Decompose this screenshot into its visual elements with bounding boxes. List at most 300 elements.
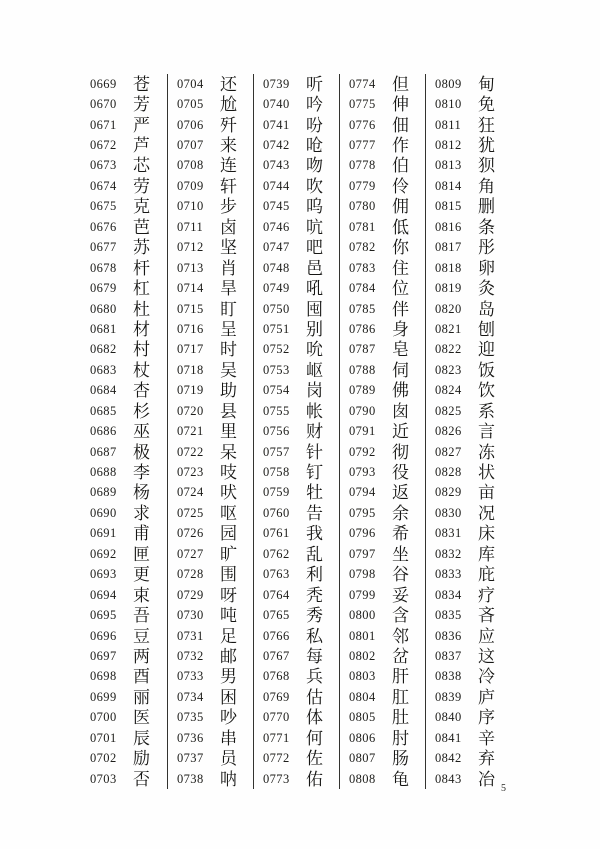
entry-code: 0689: [90, 485, 117, 500]
entry-code: 0726: [177, 526, 204, 541]
entry-code: 0783: [349, 260, 376, 275]
table-row: [81, 748, 167, 768]
table-row: [254, 135, 339, 155]
entry-code: 0807: [349, 751, 376, 766]
entry-code: 0805: [349, 710, 376, 725]
entry-code: 0683: [90, 362, 117, 377]
entry-code: 0724: [177, 485, 204, 500]
entry-character: 吨: [220, 606, 237, 626]
entry-character: 灸: [478, 279, 495, 299]
entry-code: 0813: [435, 158, 462, 173]
entry-code: 0782: [349, 240, 376, 255]
entry-character: 听: [306, 74, 323, 94]
entry-character: 匣: [133, 544, 150, 564]
entry-character: 励: [133, 749, 150, 769]
entry-character: 伺: [392, 360, 409, 380]
entry-code: 0768: [263, 669, 290, 684]
entry-code: 0760: [263, 505, 290, 520]
entry-code: 0842: [435, 751, 462, 766]
table-row: [254, 565, 339, 585]
entry-character: 来: [220, 136, 237, 156]
entry-character: 狈: [478, 156, 495, 176]
entry-character: 歼: [220, 115, 237, 135]
table-row: [168, 360, 253, 380]
entry-character: 体: [306, 708, 323, 728]
entry-character: 杖: [133, 360, 150, 380]
entry-character: 轩: [220, 176, 237, 196]
entry-character: 肛: [392, 687, 409, 707]
entry-code: 0701: [90, 730, 117, 745]
entry-code: 0758: [263, 465, 290, 480]
table-row: [340, 687, 425, 707]
table-column: [339, 74, 425, 789]
entry-character: 这: [478, 646, 495, 666]
entry-code: 0789: [349, 383, 376, 398]
entry-code: 0704: [177, 76, 204, 91]
entry-character: 冶: [478, 769, 495, 789]
entry-code: 0705: [177, 97, 204, 112]
entry-code: 0747: [263, 240, 290, 255]
entry-code: 0806: [349, 730, 376, 745]
table-row: [168, 278, 253, 298]
entry-code: 0832: [435, 546, 462, 561]
entry-character: 利: [306, 565, 323, 585]
table-row: [168, 544, 253, 564]
table-row: [254, 156, 339, 176]
entry-code: 0727: [177, 546, 204, 561]
entry-code: 0721: [177, 424, 204, 439]
entry-character: 呛: [306, 136, 323, 156]
entry-character: 呈: [220, 319, 237, 339]
table-row: [81, 94, 167, 114]
table-row: [426, 524, 511, 544]
entry-code: 0723: [177, 465, 204, 480]
table-row: [426, 217, 511, 237]
entry-code: 0774: [349, 76, 376, 91]
entry-character: 条: [478, 217, 495, 237]
table-row: [340, 94, 425, 114]
entry-character: 庐: [478, 687, 495, 707]
entry-character: 县: [220, 401, 237, 421]
entry-code: 0685: [90, 403, 117, 418]
entry-code: 0708: [177, 158, 204, 173]
table-row: [81, 544, 167, 564]
table-row: [254, 769, 339, 789]
entry-code: 0843: [435, 771, 462, 786]
table-row: [254, 667, 339, 687]
entry-code: 0709: [177, 178, 204, 193]
entry-code: 0672: [90, 138, 117, 153]
entry-character: 邮: [220, 646, 237, 666]
entry-code: 0804: [349, 689, 376, 704]
table-row: [254, 462, 339, 482]
entry-code: 0674: [90, 178, 117, 193]
entry-code: 0812: [435, 138, 462, 153]
entry-character: 呐: [220, 769, 237, 789]
table-row: [81, 340, 167, 360]
entry-code: 0673: [90, 158, 117, 173]
table-row: [340, 421, 425, 441]
entry-character: 芯: [133, 156, 150, 176]
entry-code: 0777: [349, 138, 376, 153]
entry-code: 0753: [263, 362, 290, 377]
entry-character: 吵: [220, 708, 237, 728]
table-column: [253, 74, 339, 789]
table-row: [340, 728, 425, 748]
entry-code: 0688: [90, 465, 117, 480]
entry-code: 0686: [90, 424, 117, 439]
entry-character: 迎: [478, 340, 495, 360]
entry-character: 极: [133, 442, 150, 462]
entry-code: 0736: [177, 730, 204, 745]
entry-code: 0776: [349, 117, 376, 132]
entry-code: 0669: [90, 76, 117, 91]
table-row: [426, 197, 511, 217]
entry-code: 0670: [90, 97, 117, 112]
entry-code: 0696: [90, 628, 117, 643]
entry-code: 0703: [90, 771, 117, 786]
entry-code: 0743: [263, 158, 290, 173]
entry-character: 吻: [306, 156, 323, 176]
entry-code: 0837: [435, 648, 462, 663]
entry-code: 0764: [263, 587, 290, 602]
entry-character: 库: [478, 544, 495, 564]
entry-code: 0775: [349, 97, 376, 112]
table-row: [254, 278, 339, 298]
table-row: [168, 421, 253, 441]
table-row: [426, 544, 511, 564]
entry-character: 吠: [220, 483, 237, 503]
entry-character: 佣: [392, 197, 409, 217]
entry-character: 岔: [392, 646, 409, 666]
table-row: [340, 299, 425, 319]
table-row: [254, 299, 339, 319]
entry-code: 0794: [349, 485, 376, 500]
entry-code: 0671: [90, 117, 117, 132]
entry-code: 0716: [177, 321, 204, 336]
table-row: [340, 258, 425, 278]
entry-code: 0731: [177, 628, 204, 643]
entry-code: 0692: [90, 546, 117, 561]
table-row: [340, 708, 425, 728]
entry-code: 0702: [90, 751, 117, 766]
entry-character: 园: [220, 524, 237, 544]
table-row: [254, 238, 339, 258]
entry-character: 谷: [392, 565, 409, 585]
entry-character: 亩: [478, 483, 495, 503]
table-row: [81, 115, 167, 135]
entry-code: 0737: [177, 751, 204, 766]
entry-code: 0739: [263, 76, 290, 91]
entry-code: 0700: [90, 710, 117, 725]
entry-character: 呕: [220, 503, 237, 523]
entry-character: 还: [220, 74, 237, 94]
table-row: [426, 319, 511, 339]
table-row: [340, 667, 425, 687]
table-row: [254, 544, 339, 564]
entry-code: 0823: [435, 362, 462, 377]
entry-character: 辛: [478, 728, 495, 748]
entry-code: 0691: [90, 526, 117, 541]
table-row: [340, 565, 425, 585]
table-row: [340, 319, 425, 339]
table-row: [254, 728, 339, 748]
entry-code: 0792: [349, 444, 376, 459]
entry-character: 饮: [478, 381, 495, 401]
entry-character: 串: [220, 728, 237, 748]
entry-character: 呀: [220, 585, 237, 605]
entry-character: 妥: [392, 585, 409, 605]
table-row: [340, 217, 425, 237]
entry-code: 0801: [349, 628, 376, 643]
entry-character: 吩: [306, 115, 323, 135]
entry-code: 0744: [263, 178, 290, 193]
entry-character: 杆: [133, 258, 150, 278]
table-row: [340, 462, 425, 482]
table-row: [254, 708, 339, 728]
table-row: [426, 156, 511, 176]
entry-character: 呆: [220, 442, 237, 462]
entry-code: 0711: [177, 219, 204, 234]
entry-code: 0714: [177, 281, 204, 296]
entry-character: 乱: [306, 544, 323, 564]
entry-code: 0741: [263, 117, 290, 132]
entry-code: 0785: [349, 301, 376, 316]
entry-character: 钉: [306, 463, 323, 483]
entry-character: 坐: [392, 544, 409, 564]
entry-code: 0762: [263, 546, 290, 561]
entry-character: 龟: [392, 769, 409, 789]
table-row: [340, 769, 425, 789]
table-row: [81, 360, 167, 380]
entry-code: 0697: [90, 648, 117, 663]
entry-code: 0818: [435, 260, 462, 275]
entry-character: 肘: [392, 728, 409, 748]
entry-character: 佛: [392, 381, 409, 401]
entry-character: 床: [478, 524, 495, 544]
entry-code: 0797: [349, 546, 376, 561]
table-row: [168, 217, 253, 237]
entry-character: 肝: [392, 667, 409, 687]
table-row: [340, 605, 425, 625]
table-row: [340, 626, 425, 646]
entry-character: 束: [133, 585, 150, 605]
entry-code: 0799: [349, 587, 376, 602]
table-row: [81, 769, 167, 789]
table-row: [254, 360, 339, 380]
table-row: [254, 381, 339, 401]
entry-character: 余: [392, 503, 409, 523]
entry-code: 0755: [263, 403, 290, 418]
entry-character: 丽: [133, 687, 150, 707]
table-row: [81, 299, 167, 319]
entry-character: 医: [133, 708, 150, 728]
entry-character: 豆: [133, 626, 150, 646]
table-row: [426, 646, 511, 666]
table-row: [340, 483, 425, 503]
table-row: [340, 748, 425, 768]
entry-code: 0735: [177, 710, 204, 725]
entry-character: 芳: [133, 95, 150, 115]
entry-character: 何: [306, 728, 323, 748]
table-row: [426, 74, 511, 94]
entry-code: 0819: [435, 281, 462, 296]
entry-character: 卤: [220, 217, 237, 237]
table-row: [254, 605, 339, 625]
table-row: [168, 115, 253, 135]
entry-character: 求: [133, 503, 150, 523]
entry-character: 岛: [478, 299, 495, 319]
entry-code: 0773: [263, 771, 290, 786]
entry-code: 0677: [90, 240, 117, 255]
table-row: [254, 74, 339, 94]
entry-character: 但: [392, 74, 409, 94]
entry-character: 杉: [133, 401, 150, 421]
table-row: [426, 708, 511, 728]
entry-character: 邑: [306, 258, 323, 278]
table-row: [168, 748, 253, 768]
entry-character: 皂: [392, 340, 409, 360]
entry-code: 0817: [435, 240, 462, 255]
entry-code: 0822: [435, 342, 462, 357]
entry-character: 犹: [478, 136, 495, 156]
table-row: [168, 585, 253, 605]
table-row: [168, 769, 253, 789]
entry-code: 0690: [90, 505, 117, 520]
entry-character: 狂: [478, 115, 495, 135]
entry-character: 苍: [133, 74, 150, 94]
entry-character: 甫: [133, 524, 150, 544]
entry-character: 困: [220, 687, 237, 707]
table-row: [254, 115, 339, 135]
entry-character: 辰: [133, 728, 150, 748]
entry-character: 你: [392, 238, 409, 258]
entry-character: 里: [220, 422, 237, 442]
entry-code: 0798: [349, 567, 376, 582]
entry-code: 0680: [90, 301, 117, 316]
entry-code: 0787: [349, 342, 376, 357]
table-row: [168, 667, 253, 687]
entry-code: 0732: [177, 648, 204, 663]
entry-code: 0713: [177, 260, 204, 275]
entry-character: 彻: [392, 442, 409, 462]
table-row: [426, 278, 511, 298]
table-row: [426, 769, 511, 789]
table-row: [168, 605, 253, 625]
table-row: [254, 319, 339, 339]
table-row: [254, 646, 339, 666]
table-row: [168, 524, 253, 544]
table-row: [426, 442, 511, 462]
table-row: [426, 421, 511, 441]
entry-character: 告: [306, 503, 323, 523]
entry-code: 0754: [263, 383, 290, 398]
table-row: [426, 115, 511, 135]
entry-character: 吮: [306, 340, 323, 360]
table-row: [81, 442, 167, 462]
entry-code: 0695: [90, 608, 117, 623]
table-row: [81, 421, 167, 441]
entry-code: 0790: [349, 403, 376, 418]
entry-character: 杠: [133, 279, 150, 299]
table-row: [168, 74, 253, 94]
table-row: [426, 667, 511, 687]
entry-code: 0681: [90, 321, 117, 336]
entry-character: 帐: [306, 401, 323, 421]
entry-code: 0839: [435, 689, 462, 704]
entry-character: 更: [133, 565, 150, 585]
table-row: [81, 565, 167, 585]
table-row: [81, 135, 167, 155]
table-row: [168, 401, 253, 421]
table-row: [254, 401, 339, 421]
entry-code: 0740: [263, 97, 290, 112]
table-row: [168, 462, 253, 482]
table-row: [254, 585, 339, 605]
table-row: [81, 728, 167, 748]
table-row: [340, 176, 425, 196]
table-row: [426, 340, 511, 360]
entry-code: 0765: [263, 608, 290, 623]
entry-character: 身: [392, 319, 409, 339]
table-row: [426, 258, 511, 278]
entry-character: 伶: [392, 176, 409, 196]
entry-character: 低: [392, 217, 409, 237]
table-row: [81, 278, 167, 298]
entry-character: 弃: [478, 749, 495, 769]
entry-code: 0749: [263, 281, 290, 296]
entry-code: 0811: [435, 117, 462, 132]
entry-character: 含: [392, 606, 409, 626]
table-row: [426, 585, 511, 605]
entry-character: 严: [133, 115, 150, 135]
entry-code: 0699: [90, 689, 117, 704]
entry-code: 0830: [435, 505, 462, 520]
table-row: [81, 605, 167, 625]
table-row: [81, 319, 167, 339]
entry-character: 每: [306, 646, 323, 666]
table-row: [81, 238, 167, 258]
entry-character: 肖: [220, 258, 237, 278]
table-row: [254, 687, 339, 707]
entry-character: 吭: [306, 217, 323, 237]
entry-character: 芦: [133, 136, 150, 156]
table-row: [426, 135, 511, 155]
entry-code: 0791: [349, 424, 376, 439]
entry-character: 盯: [220, 299, 237, 319]
entry-code: 0769: [263, 689, 290, 704]
page-number: 5: [501, 783, 506, 794]
entry-character: 甸: [478, 74, 495, 94]
table-row: [254, 340, 339, 360]
entry-character: 役: [392, 463, 409, 483]
table-row: [81, 626, 167, 646]
entry-code: 0838: [435, 669, 462, 684]
entry-code: 0788: [349, 362, 376, 377]
entry-character: 男: [220, 667, 237, 687]
table-row: [81, 176, 167, 196]
entry-code: 0781: [349, 219, 376, 234]
table-row: [81, 156, 167, 176]
table-row: [168, 503, 253, 523]
entry-code: 0693: [90, 567, 117, 582]
entry-character: 兵: [306, 667, 323, 687]
table-row: [340, 340, 425, 360]
entry-character: 旱: [220, 279, 237, 299]
table-row: [81, 381, 167, 401]
entry-code: 0707: [177, 138, 204, 153]
entry-code: 0734: [177, 689, 204, 704]
